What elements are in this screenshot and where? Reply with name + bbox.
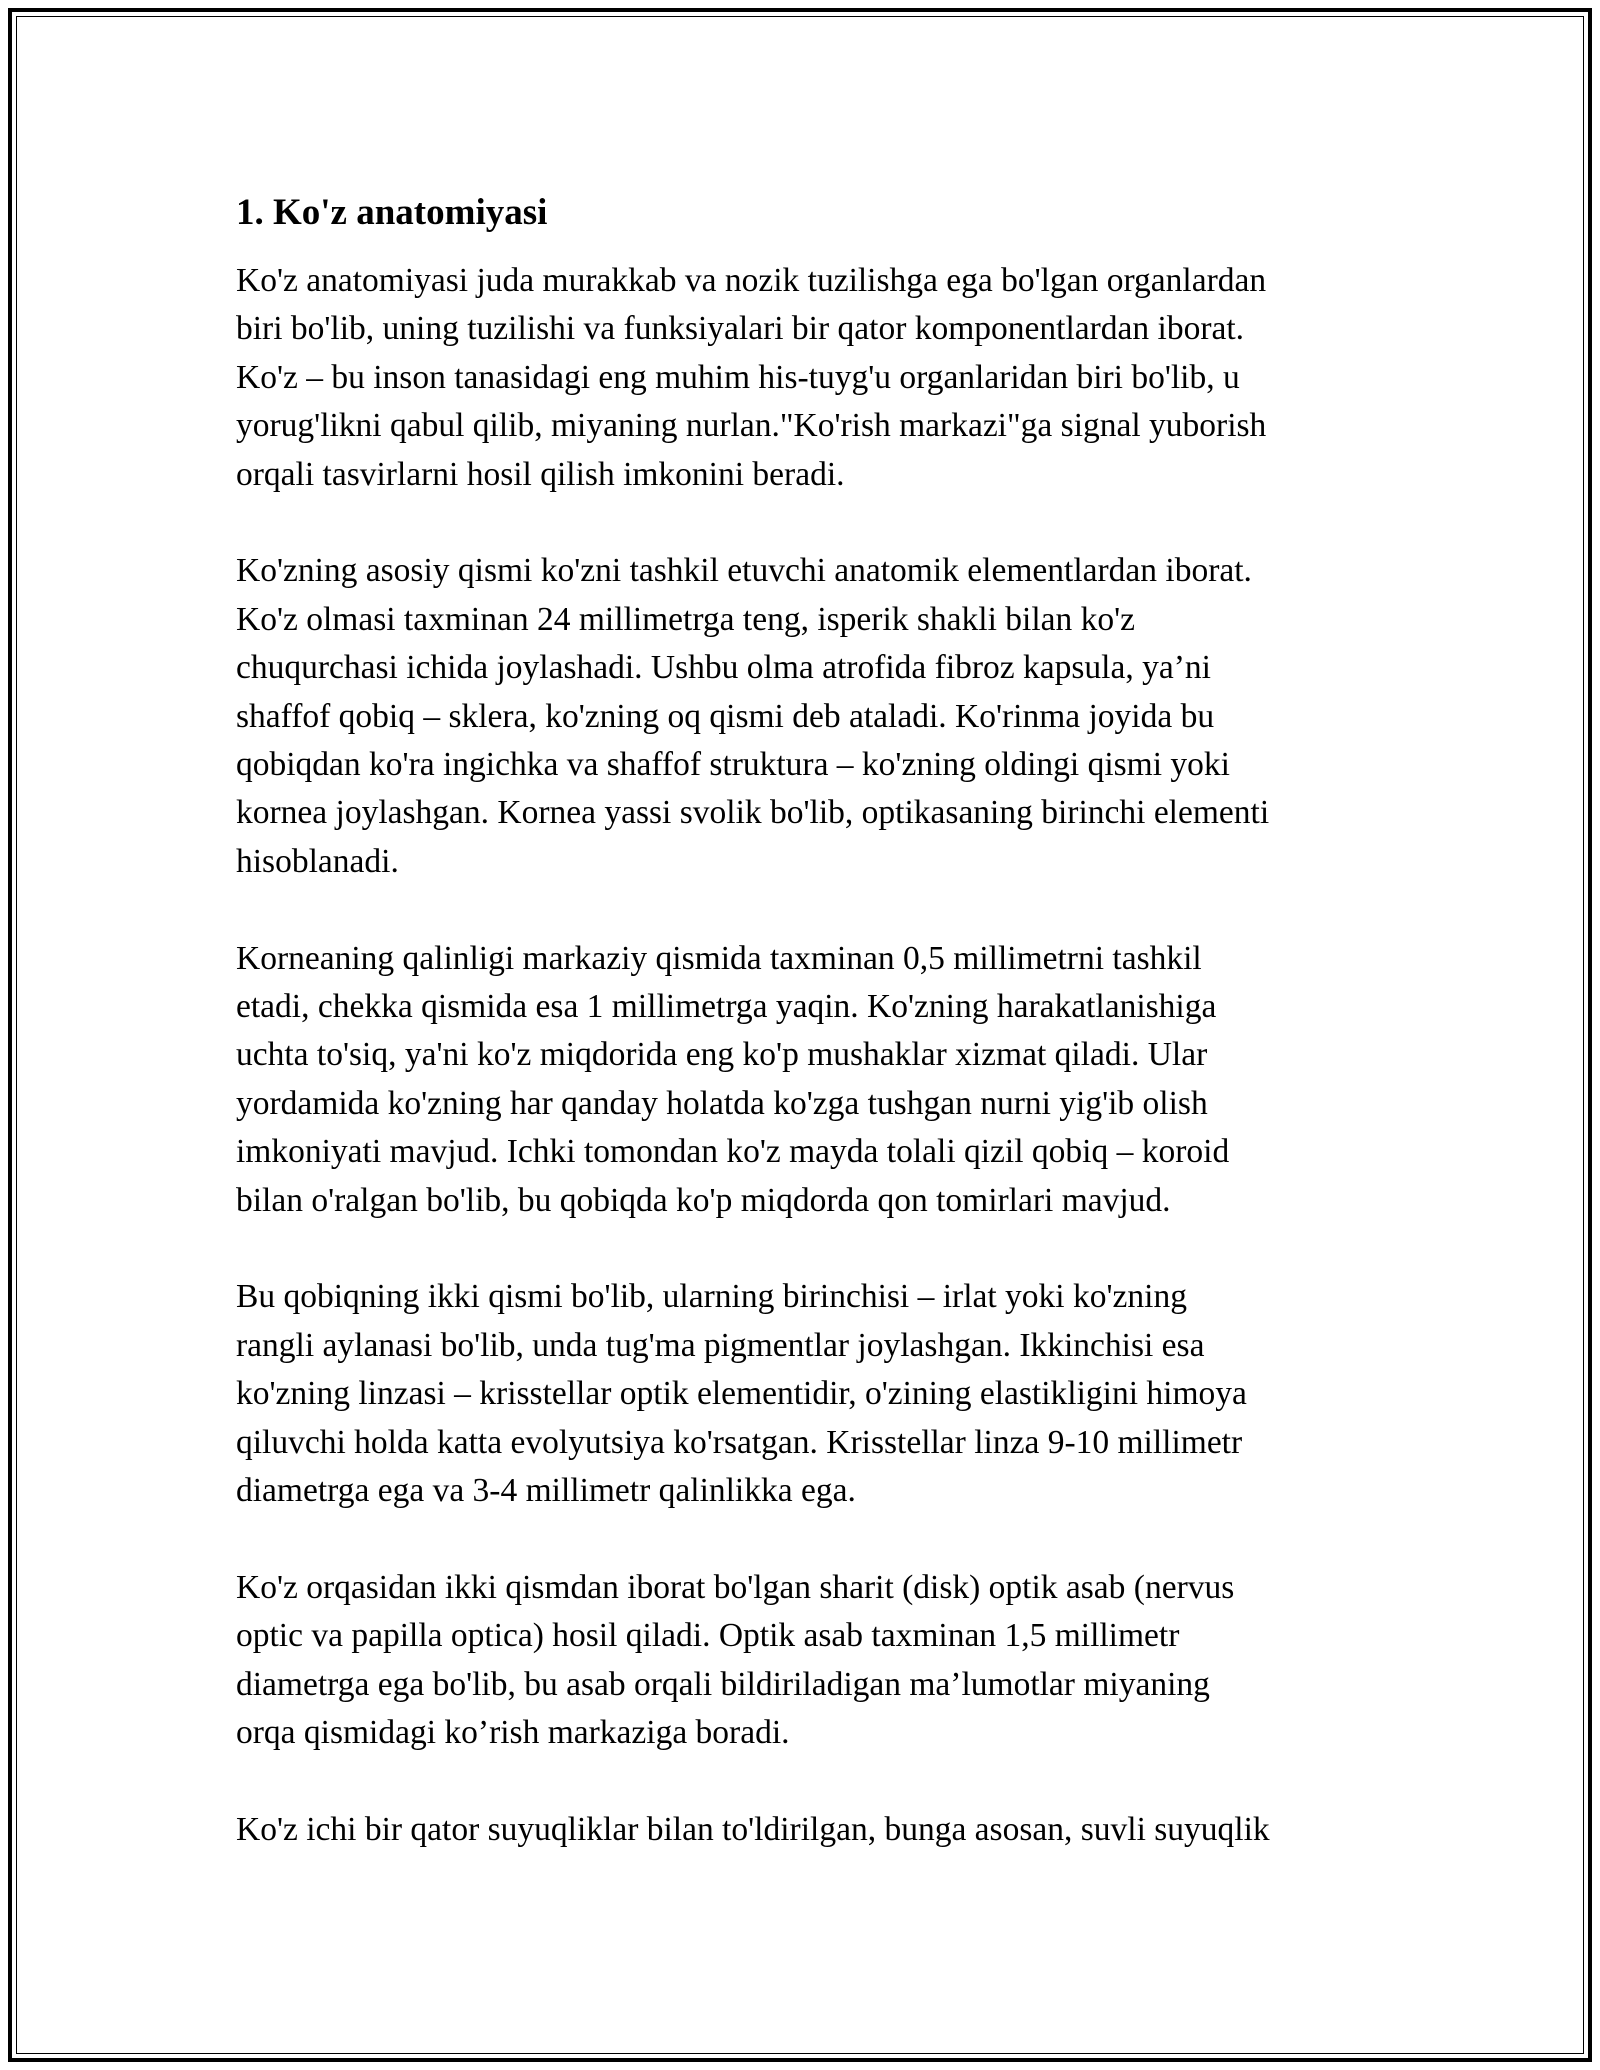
paragraph-5: Ko'z orqasidan ikki qismdan iborat bo'lgan sharit (disk) optik asab (nervus optic va papilla optica) hosil qiladi. Optik asab taxminan 1,5 millimetr diametrga ega bo'lib, bu asab orqali bildiriladigan ma’lumotlar miyaning orqa qismidagi ko’rish markaziga boradi. [236, 1568, 1235, 1752]
paragraph-1: Ko'z anatomiyasi juda murakkab va nozik tuzilishga ega bo'lgan organlardan biri bo'lib, uning tuzilishi va funksiyalari bir qator komponentlardan iborat. Ko'z – bu inson tanasidagi eng muhim his-tuyg'u organlaridan biri bo'lib, u yorug'likni qabul qilib, miyaning nurlan."Ko'rish markazi"ga signal yuborish orqali tasvirlarni hosil qilish imkonini beradi. [236, 262, 1267, 493]
paragraph-3: Korneaning qalinligi markaziy qismida taxminan 0,5 millimetrni tashkil etadi, chekka qismida esa 1 millimetrga yaqin. Ko'zning harakatlanishiga uchta to'siq, ya'ni ko'z miqdorida eng ko'p mushaklar xizmat qiladi. Ular yordamida ko'zning har qanday holatda ko'zga tushgan nurni yig'ib olish imkoniyati mavjud. Ichki tomondan ko'z mayda tolali qizil qobiq – koroid bilan o'ralgan bo'lib, bu qobiqda ko'p miqdorda qon tomirlari mavjud. [236, 939, 1230, 1219]
paragraph-6: Ko'z ichi bir qator suyuqliklar bilan to'ldirilgan, bunga asosan, suvli suyuqlik [236, 1810, 1270, 1848]
section-heading: 1. Ko'z anatomiyasi [236, 192, 548, 233]
paragraph-2: Ko'zning asosiy qismi ko'zni tashkil etuvchi anatomik elementlardan iborat. Ko'z olmasi taxminan 24 millimetrga teng, isperik shakli bilan ko'z chuqurchasi ichida joylashadi. Ushbu olma atrofida fibroz kapsula, ya’ni shaffof qobiq – sklera, ko'zning oq qismi deb ataladi. Ko'rinma joyida bu qobiqdan ko'ra ingichka va shaffof struktura – ko'zning oldingi qismi yoki kornea joylashgan. Kornea yassi svolik bo'lib, optikasaning birinchi elementi hisoblanadi. [236, 552, 1270, 880]
paragraph-4: Bu qobiqning ikki qismi bo'lib, ularning birinchisi – irlat yoki ko'zning rangli aylanasi bo'lib, unda tug'ma pigmentlar joylashgan. Ikkinchisi esa ko'zning linzasi – krisstellar optik elementidir, o'zining elastikligini himoya qiluvchi holda katta evolyutsiya ko'rsatgan. Krisstellar linza 9-10 millimetr diametrga ega va 3-4 millimetr qalinlikka ega. [236, 1278, 1247, 1510]
document-body [236, 185, 1376, 1903]
